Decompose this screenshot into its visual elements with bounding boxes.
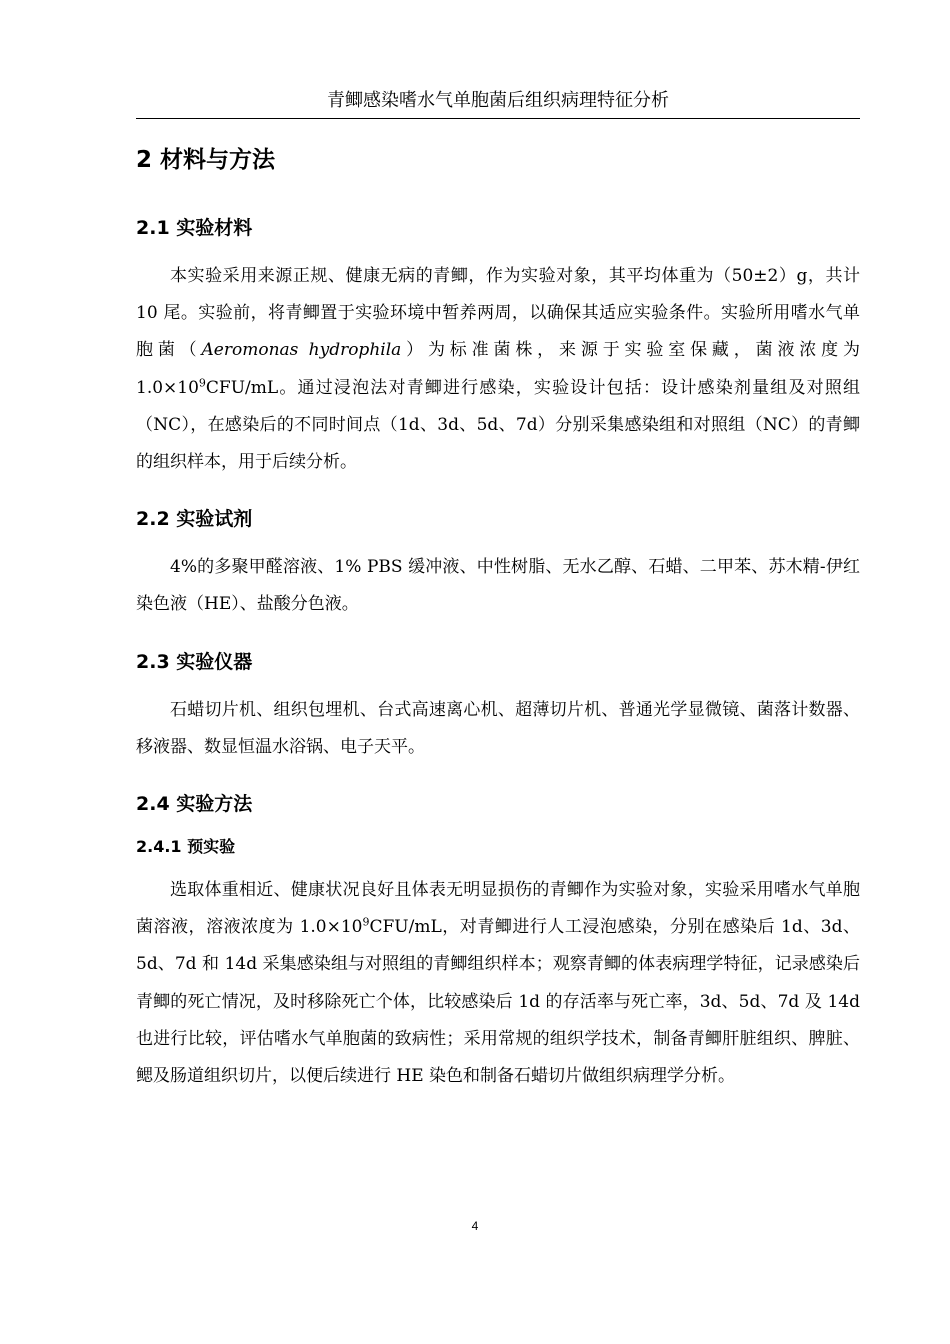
exponent: 9 bbox=[362, 915, 370, 929]
paragraph-materials-part1: 本实验采用来源正规、健康无病的青鲫，作为实验对象，其平均体重为（50±2）g，共计 10 尾。实验前，将青鲫置于实验环境中暂养两周，以确保其适应实验条件。实验所用嗜水气单胞菌（ bbox=[136, 266, 860, 361]
section-title-reagents: 2.2 实验试剂 bbox=[136, 508, 253, 531]
paragraph-materials-part3: CFU/mL。通过浸泡法对青鲫进行感染，实验设计包括：设计感染剂量组及对照组（NC），在感染后的不同时间点（1d、3d、5d、7d）分别采集感染组和对照组（NC）的青鲫的组织样本，用于后续分析。 bbox=[136, 377, 860, 473]
paragraph-preliminary-part1: 选取体重相近、健康状况良好且体表无明显损伤的青鲫作为实验对象，实验采用嗜水气单胞菌溶液，溶液浓度为 1.0×10 bbox=[136, 880, 860, 938]
section-title-instruments: 2.3 实验仪器 bbox=[136, 650, 253, 673]
running-header: 青鲫感染嗜水气单胞菌后组织病理特征分析 bbox=[327, 90, 669, 111]
paragraph-reagents: 4%的多聚甲醛溶液、1% PBS 缓冲液、中性树脂、无水乙醇、石蜡、二甲苯、苏木精-伊红染色液（HE）、盐酸分色液。 bbox=[136, 557, 860, 615]
section-title-materials: 2.1 实验材料 bbox=[136, 217, 253, 239]
subsection-title-preliminary: 2.4.1 预实验 bbox=[136, 837, 236, 857]
paragraph-preliminary-part2: CFU/mL，对青鲫进行人工浸泡感染，分别在感染后 1d、3d、5d、7d 和 14d 采集感染组与对照组的青鲫组织样本；观察青鲫的体表病理学特征，记录感染后青鲫的死亡情况，及时移除死亡个体，比较感染后 1d 的存活率与死亡率，3d、5d、7d 及 14d 也进行比较，评估嗜水气单胞菌的致病性；采用常规的组织学技术，制备青鲫肝脏组织、脾脏、鳃及肠道组织切片，以便后续进行 HE 染色和制备石蜡切片做组织病理学分析。 bbox=[136, 917, 860, 1087]
page-number: 4 bbox=[471, 1219, 479, 1233]
paragraph-preliminary bbox=[136, 872, 860, 1095]
header-divider bbox=[136, 118, 860, 119]
exponent: 9 bbox=[198, 375, 206, 389]
page-content bbox=[136, 140, 860, 1095]
paragraph-materials-part2: ）为标准菌株，来源于实验室保藏，菌液浓度为 1.0×10 bbox=[136, 340, 860, 398]
chapter-title: 2 材料与方法 bbox=[136, 147, 276, 173]
species-name: Aeromonas hydrophila bbox=[201, 340, 402, 361]
paragraph-instruments: 石蜡切片机、组织包埋机、台式高速离心机、超薄切片机、普通光学显微镜、菌落计数器、移液器、数显恒温水浴锅、电子天平。 bbox=[136, 699, 860, 757]
section-title-methods: 2.4 实验方法 bbox=[136, 793, 253, 816]
paragraph-materials bbox=[136, 258, 860, 481]
